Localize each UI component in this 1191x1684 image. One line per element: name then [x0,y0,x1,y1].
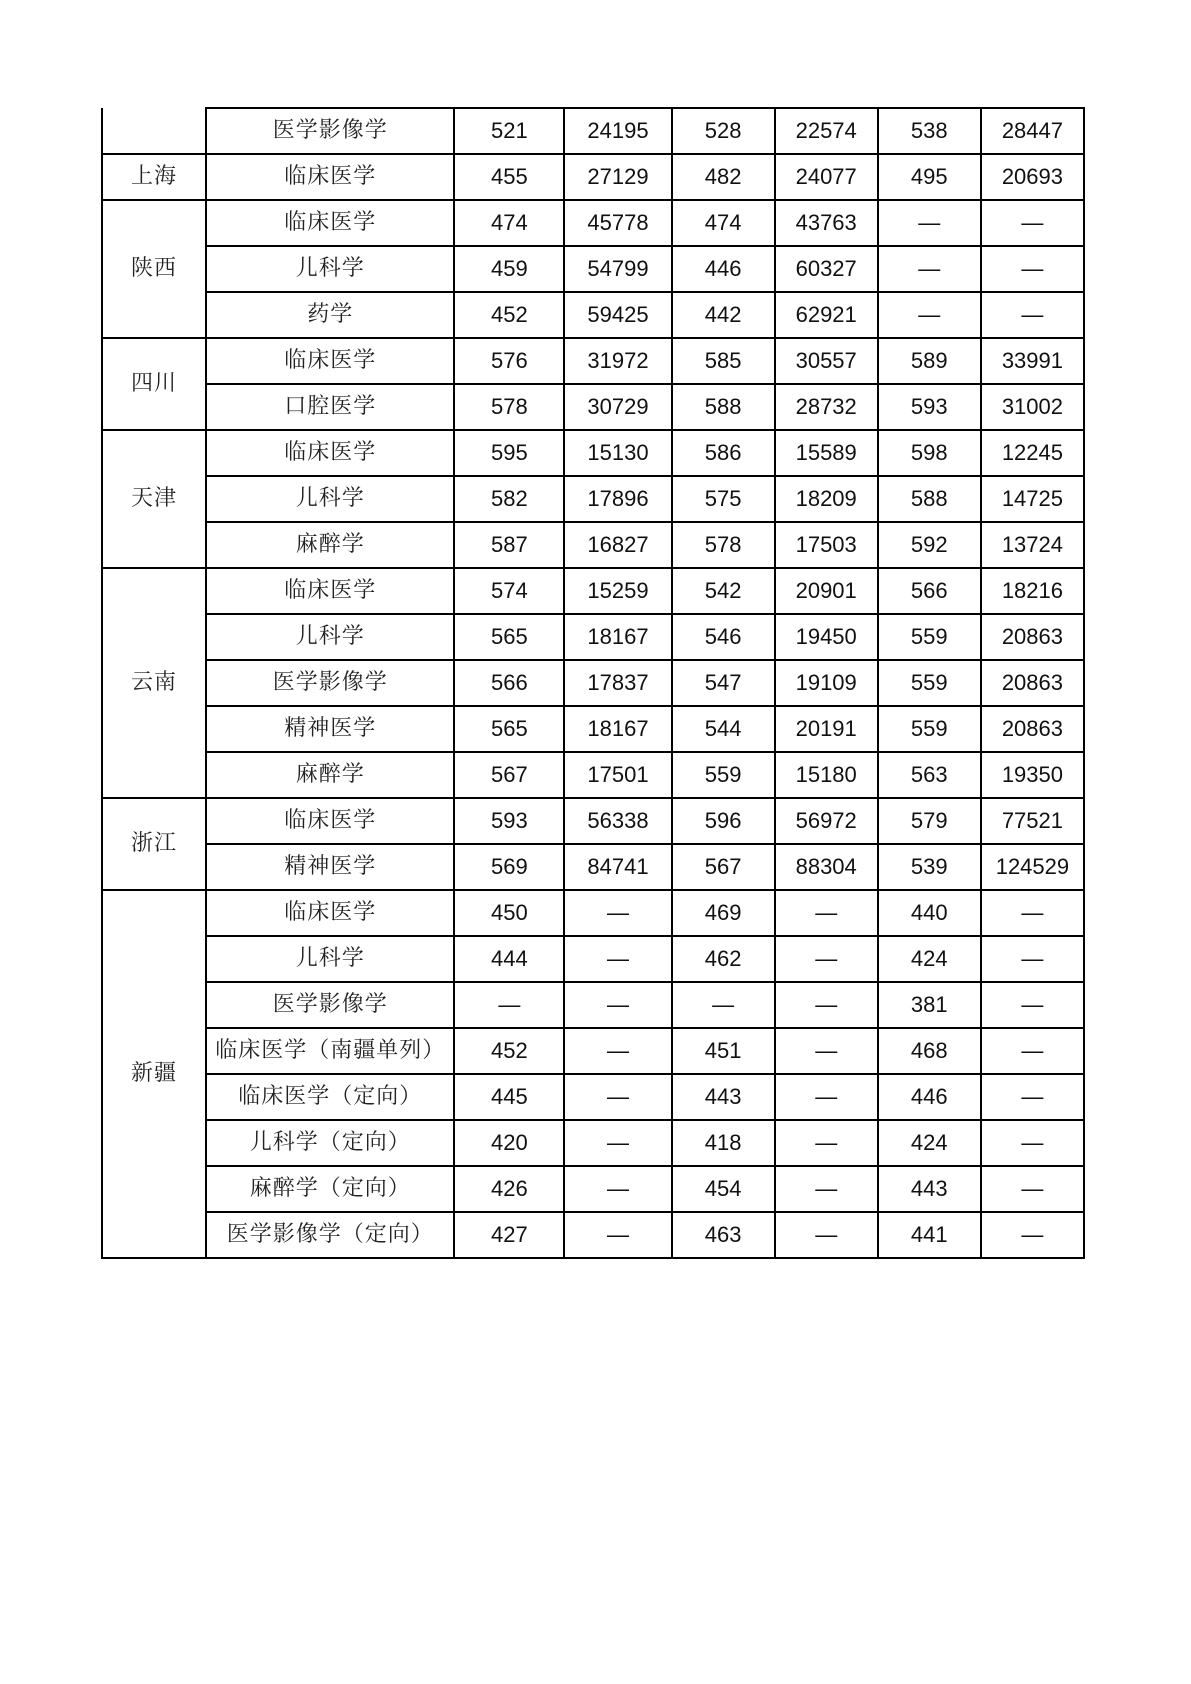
major-cell: 临床医学 [206,154,454,200]
table-row [102,568,1084,614]
province-cell: 云南 [102,568,206,798]
table-row [102,246,1084,292]
score-cell: 418 [672,1120,775,1166]
score-cell: 544 [672,706,775,752]
province-cell: 新疆 [102,890,206,1258]
major-cell: 儿科学 [206,614,454,660]
major-cell: 儿科学（定向） [206,1120,454,1166]
score-cell: — [878,292,981,338]
rank-cell: — [981,1120,1084,1166]
rank-cell: 22574 [775,108,878,154]
score-cell: 542 [672,568,775,614]
rank-cell: 17503 [775,522,878,568]
major-cell: 医学影像学 [206,982,454,1028]
admission-score-table [101,107,1085,1259]
score-cell: 587 [454,522,564,568]
score-cell: 565 [454,706,564,752]
rank-cell: — [564,1166,671,1212]
score-cell: 450 [454,890,564,936]
major-cell: 精神医学 [206,844,454,890]
score-cell: 582 [454,476,564,522]
table-row [102,200,1084,246]
rank-cell: 18167 [564,706,671,752]
rank-cell: — [564,936,671,982]
rank-cell: 27129 [564,154,671,200]
score-cell: 585 [672,338,775,384]
score-cell: 454 [672,1166,775,1212]
score-cell: 482 [672,154,775,200]
score-cell: 592 [878,522,981,568]
rank-cell: — [564,1074,671,1120]
rank-cell: 28447 [981,108,1084,154]
rank-cell: 20863 [981,660,1084,706]
rank-cell: 16827 [564,522,671,568]
major-cell: 儿科学 [206,246,454,292]
major-cell: 精神医学 [206,706,454,752]
rank-cell: — [775,936,878,982]
major-cell: 临床医学 [206,890,454,936]
rank-cell: 12245 [981,430,1084,476]
rank-cell: 31972 [564,338,671,384]
score-cell: 444 [454,936,564,982]
score-cell: 469 [672,890,775,936]
province-cell: 上海 [102,154,206,200]
score-cell: 559 [672,752,775,798]
rank-cell: — [564,982,671,1028]
table-row [102,1120,1084,1166]
rank-cell: — [564,1120,671,1166]
score-cell: 495 [878,154,981,200]
rank-cell: 124529 [981,844,1084,890]
score-cell: 596 [672,798,775,844]
rank-cell: — [775,982,878,1028]
rank-cell: — [981,936,1084,982]
rank-cell: 24195 [564,108,671,154]
rank-cell: 17896 [564,476,671,522]
rank-cell: 20191 [775,706,878,752]
table-row [102,890,1084,936]
rank-cell: 88304 [775,844,878,890]
rank-cell: — [775,1028,878,1074]
rank-cell: 17501 [564,752,671,798]
score-cell: 424 [878,1120,981,1166]
score-cell: 427 [454,1212,564,1258]
rank-cell: 24077 [775,154,878,200]
major-cell: 临床医学 [206,338,454,384]
score-cell: 574 [454,568,564,614]
score-cell: 462 [672,936,775,982]
score-cell: 440 [878,890,981,936]
major-cell: 麻醉学（定向） [206,1166,454,1212]
rank-cell: 60327 [775,246,878,292]
score-cell: 426 [454,1166,564,1212]
major-cell: 医学影像学 [206,108,454,154]
major-cell: 医学影像学（定向） [206,1212,454,1258]
rank-cell: — [775,1212,878,1258]
rank-cell: 18216 [981,568,1084,614]
score-cell: 446 [878,1074,981,1120]
table-row [102,798,1084,844]
score-cell: 566 [454,660,564,706]
rank-cell: 18209 [775,476,878,522]
province-cell: 陕西 [102,200,206,338]
rank-cell: 20863 [981,706,1084,752]
rank-cell: 15180 [775,752,878,798]
rank-cell: — [775,890,878,936]
rank-cell: — [775,1120,878,1166]
major-cell: 儿科学 [206,476,454,522]
rank-cell: 30729 [564,384,671,430]
table-row [102,430,1084,476]
province-cell [102,108,206,154]
score-cell: 459 [454,246,564,292]
score-cell: 579 [878,798,981,844]
score-cell: 578 [672,522,775,568]
score-cell: 443 [672,1074,775,1120]
rank-cell: 20901 [775,568,878,614]
score-cell: — [672,982,775,1028]
rank-cell: 19350 [981,752,1084,798]
score-cell: — [454,982,564,1028]
rank-cell: 14725 [981,476,1084,522]
rank-cell: 33991 [981,338,1084,384]
score-cell: 559 [878,614,981,660]
score-cell: 455 [454,154,564,200]
score-cell: 443 [878,1166,981,1212]
table-row [102,1074,1084,1120]
major-cell: 药学 [206,292,454,338]
score-cell: 598 [878,430,981,476]
rank-cell: — [775,1166,878,1212]
rank-cell: 15589 [775,430,878,476]
score-cell: 474 [672,200,775,246]
score-cell: 424 [878,936,981,982]
rank-cell: 30557 [775,338,878,384]
rank-cell: 56972 [775,798,878,844]
score-cell: 586 [672,430,775,476]
score-cell: 420 [454,1120,564,1166]
score-cell: 381 [878,982,981,1028]
table-row [102,476,1084,522]
score-cell: 565 [454,614,564,660]
score-cell: 446 [672,246,775,292]
rank-cell: — [981,982,1084,1028]
table-row [102,384,1084,430]
major-cell: 临床医学（南疆单列） [206,1028,454,1074]
rank-cell: 15130 [564,430,671,476]
table-row [102,844,1084,890]
score-cell: 452 [454,1028,564,1074]
rank-cell: 31002 [981,384,1084,430]
score-cell: 442 [672,292,775,338]
rank-cell: 62921 [775,292,878,338]
score-cell: — [878,200,981,246]
table-row [102,982,1084,1028]
table-row [102,614,1084,660]
province-cell: 四川 [102,338,206,430]
score-cell: 451 [672,1028,775,1074]
rank-cell: 15259 [564,568,671,614]
rank-cell: — [981,292,1084,338]
score-cell: 539 [878,844,981,890]
major-cell: 口腔医学 [206,384,454,430]
table-row [102,1166,1084,1212]
rank-cell: — [775,1074,878,1120]
score-cell: 575 [672,476,775,522]
province-cell: 天津 [102,430,206,568]
score-cell: 445 [454,1074,564,1120]
score-cell: 528 [672,108,775,154]
table-row [102,1028,1084,1074]
major-cell: 临床医学（定向） [206,1074,454,1120]
rank-cell: 19450 [775,614,878,660]
score-cell: 595 [454,430,564,476]
rank-cell: 59425 [564,292,671,338]
score-cell: 547 [672,660,775,706]
rank-cell: 56338 [564,798,671,844]
score-cell: 578 [454,384,564,430]
rank-cell: 43763 [775,200,878,246]
rank-cell: — [981,890,1084,936]
score-cell: 468 [878,1028,981,1074]
rank-cell: 45778 [564,200,671,246]
score-cell: 559 [878,660,981,706]
rank-cell: 19109 [775,660,878,706]
rank-cell: — [981,1212,1084,1258]
score-cell: 546 [672,614,775,660]
table-row [102,292,1084,338]
rank-cell: 20693 [981,154,1084,200]
table-row [102,706,1084,752]
major-cell: 临床医学 [206,430,454,476]
rank-cell: 13724 [981,522,1084,568]
score-cell: 559 [878,706,981,752]
table-row [102,338,1084,384]
rank-cell: 18167 [564,614,671,660]
rank-cell: 84741 [564,844,671,890]
rank-cell: 77521 [981,798,1084,844]
score-cell: 474 [454,200,564,246]
score-cell: 567 [454,752,564,798]
score-cell: — [878,246,981,292]
score-cell: 441 [878,1212,981,1258]
score-cell: 452 [454,292,564,338]
score-cell: 576 [454,338,564,384]
rank-cell: — [564,1212,671,1258]
score-cell: 569 [454,844,564,890]
rank-cell: — [981,1166,1084,1212]
score-cell: 538 [878,108,981,154]
major-cell: 麻醉学 [206,752,454,798]
major-cell: 麻醉学 [206,522,454,568]
major-cell: 儿科学 [206,936,454,982]
score-cell: 588 [878,476,981,522]
document-page [101,107,1085,1259]
rank-cell: — [981,200,1084,246]
rank-cell: 28732 [775,384,878,430]
table-row [102,108,1084,154]
table-row [102,522,1084,568]
rank-cell: — [981,246,1084,292]
major-cell: 临床医学 [206,798,454,844]
score-cell: 463 [672,1212,775,1258]
table-body [102,108,1084,1258]
score-cell: 563 [878,752,981,798]
table-row [102,936,1084,982]
score-cell: 521 [454,108,564,154]
score-cell: 593 [878,384,981,430]
rank-cell: 20863 [981,614,1084,660]
rank-cell: — [564,890,671,936]
rank-cell: — [981,1074,1084,1120]
province-cell: 浙江 [102,798,206,890]
table-row [102,1212,1084,1258]
score-cell: 588 [672,384,775,430]
table-row [102,660,1084,706]
rank-cell: — [981,1028,1084,1074]
rank-cell: 54799 [564,246,671,292]
major-cell: 医学影像学 [206,660,454,706]
major-cell: 临床医学 [206,568,454,614]
score-cell: 567 [672,844,775,890]
major-cell: 临床医学 [206,200,454,246]
table-row [102,752,1084,798]
rank-cell: 17837 [564,660,671,706]
table-row [102,154,1084,200]
rank-cell: — [564,1028,671,1074]
score-cell: 589 [878,338,981,384]
score-cell: 566 [878,568,981,614]
score-cell: 593 [454,798,564,844]
